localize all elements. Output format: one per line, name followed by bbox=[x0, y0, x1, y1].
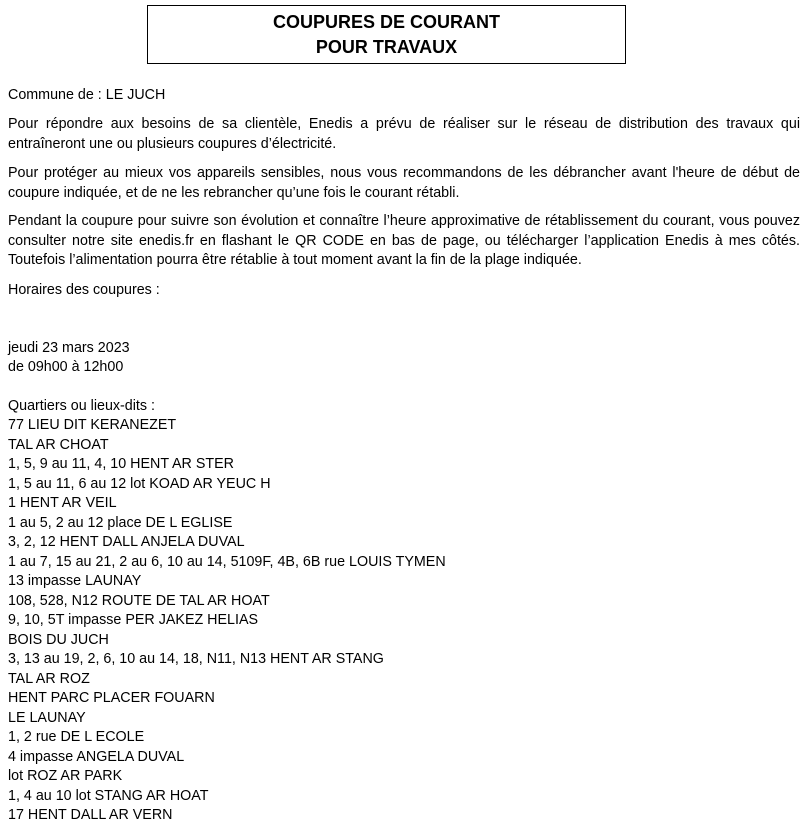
title-box bbox=[147, 5, 626, 64]
horaires-label: Horaires des coupures : bbox=[8, 282, 160, 298]
location-item: 108, 528, N12 ROUTE DE TAL AR HOAT bbox=[8, 592, 270, 609]
location-item: 1, 2 rue DE L ECOLE bbox=[8, 729, 145, 745]
location-item: 1 HENT AR VEIL bbox=[8, 495, 117, 511]
title-line-1: COUPURES DE COURANT bbox=[272, 12, 500, 32]
location-item: 17 HENT DALL AR VERN bbox=[8, 807, 173, 823]
quartiers-label: Quartiers ou lieux-dits : bbox=[8, 398, 155, 414]
schedule-date: jeudi 23 mars 2023 bbox=[8, 340, 130, 356]
paragraph-intro: Pour répondre aux besoins de sa clientèle, Enedis a prévu de réaliser sur le réseau de distribution des travaux qui entraîneront une ou plusieurs coupures d’électricité. bbox=[8, 116, 800, 152]
location-item: 3, 13 au 19, 2, 6, 10 au 14, 18, N11, N13 HENT AR STANG bbox=[8, 651, 384, 667]
location-item: 1 au 5, 2 au 12 place DE L EGLISE bbox=[8, 514, 233, 531]
location-item: 3, 2, 12 HENT DALL ANJELA DUVAL bbox=[8, 534, 245, 550]
location-item: lot ROZ AR PARK bbox=[8, 768, 123, 784]
title-line-2: POUR TRAVAUX bbox=[315, 37, 458, 57]
location-item: 9, 10, 5T impasse PER JAKEZ HELIAS bbox=[8, 612, 259, 628]
location-item: HENT PARC PLACER FOUARN bbox=[8, 690, 215, 706]
location-item: 1, 5 au 11, 6 au 12 lot KOAD AR YEUC H bbox=[8, 475, 271, 492]
paragraph-protection: Pour protéger au mieux vos appareils sensibles, nous vous recommandons de les débrancher avant l'heure de début de coupure indiquée, et de ne les rebrancher qu’une fois le courant rétabli. bbox=[8, 165, 800, 201]
location-item: TAL AR ROZ bbox=[8, 670, 90, 687]
location-item: TAL AR CHOAT bbox=[8, 436, 109, 453]
location-item: 1, 5, 9 au 11, 4, 10 HENT AR STER bbox=[8, 456, 234, 472]
location-item: 77 LIEU DIT KERANEZET bbox=[8, 417, 177, 433]
location-item: 4 impasse ANGELA DUVAL bbox=[8, 748, 185, 765]
location-item: 1, 4 au 10 lot STANG AR HOAT bbox=[8, 787, 209, 804]
location-item: 1 au 7, 15 au 21, 2 au 6, 10 au 14, 5109F, 4B, 6B rue LOUIS TYMEN bbox=[8, 553, 446, 570]
location-item: 13 impasse LAUNAY bbox=[8, 573, 142, 589]
locations-list bbox=[8, 416, 800, 826]
location-item: BOIS DU JUCH bbox=[8, 631, 109, 648]
location-item: LE LAUNAY bbox=[8, 709, 86, 726]
paragraph-follow-up: Pendant la coupure pour suivre son évolution et connaître l’heure approximative de rétablissement du courant, vous pouvez consulter notre site enedis.fr en flashant le QR CODE en bas de page, ou télécharger l’application Enedis à mes côtés. Toutefois l’alimentation pourra être rétablie à tout moment avant la fin de la plage indiquée. bbox=[8, 213, 800, 268]
schedule-hours: de 09h00 à 12h00 bbox=[8, 359, 124, 375]
commune-label: Commune de : LE JUCH bbox=[8, 87, 166, 103]
